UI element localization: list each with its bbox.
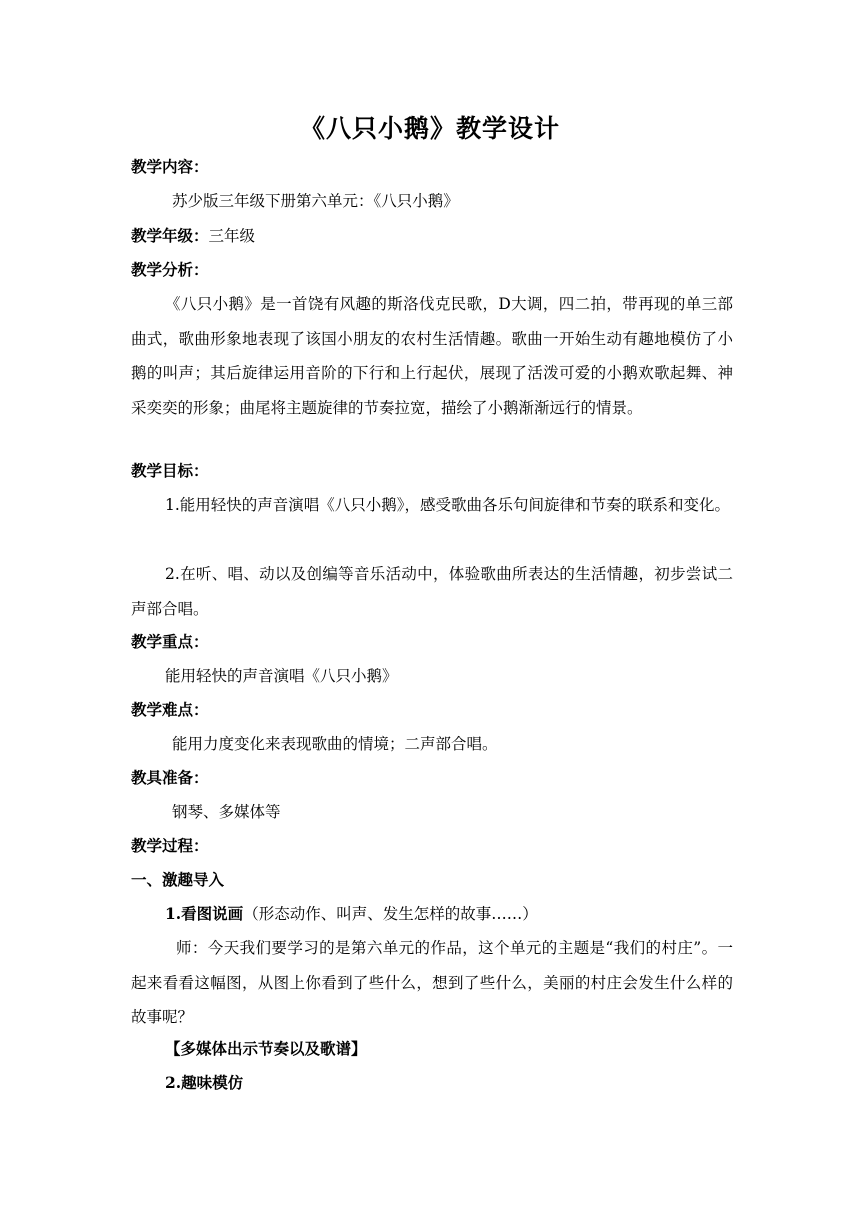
grade-line [131,225,255,247]
step-1-note: （形态动作、叫声、发生怎样的故事……） [243,905,538,923]
document-title: 《八只小鹅》教学设计 [299,114,560,143]
tools-heading: 教具准备： [131,768,209,787]
step-1-line [165,903,538,925]
key-heading: 教学重点： [131,632,209,651]
tools-text: 钢琴、多媒体等 [172,803,281,821]
difficulty-text: 能用力度变化来表现歌曲的情境；二声部合唱。 [172,735,498,753]
content-heading: 教学内容： [131,157,209,176]
goal-1: 1.能用轻快的声音演唱《八只小鹅》，感受歌曲各乐句间旋律和节奏的联系和变化。 [165,496,731,514]
key-text: 能用轻快的声音演唱《八只小鹅》 [165,667,398,685]
step-1-label: 1.看图说画 [165,904,244,923]
content-text: 苏少版三年级下册第六单元：《八只小鹅》 [172,192,459,210]
teacher-paragraph: 师：今天我们要学习的是第六单元的作品，这个单元的主题是“我们的村庄”。一起来看看这幅图，从图上你看到了些什么，想到了些什么，美丽的村庄会发生什么样的故事呢？ [131,939,733,1026]
analysis-heading: 教学分析： [131,260,209,279]
process-heading: 教学过程： [131,836,209,855]
difficulty-heading: 教学难点： [131,700,209,719]
section-1-heading: 一、激趣导入 [131,870,225,889]
analysis-paragraph: 《八只小鹅》是一首饶有风趣的斯洛伐克民歌，D大调，四二拍，带再现的单三部曲式，歌曲形象地表现了该国小朋友的农村生活情趣。歌曲一开始生动有趣地模仿了小鹅的叫声；其后旋律运用音阶的下行和上行起伏，展现了活泼可爱的小鹅欢歌起舞、神采奕奕的形象；曲尾将主题旋律的节奏拉宽，描绘了小鹅渐渐远行的情景。 [131,295,733,417]
media-note: 【多媒体出示节奏以及歌谱】 [165,1039,367,1058]
grade-heading: 教学年级： [131,226,209,245]
grade-text: 三年级 [208,227,256,245]
goal-2: 2.在听、唱、动以及创编等音乐活动中，体验歌曲所表达的生活情趣，初步尝试二声部合唱。 [131,565,733,618]
step-2-label: 2.趣味模仿 [165,1073,244,1092]
goals-heading: 教学目标： [131,461,209,480]
